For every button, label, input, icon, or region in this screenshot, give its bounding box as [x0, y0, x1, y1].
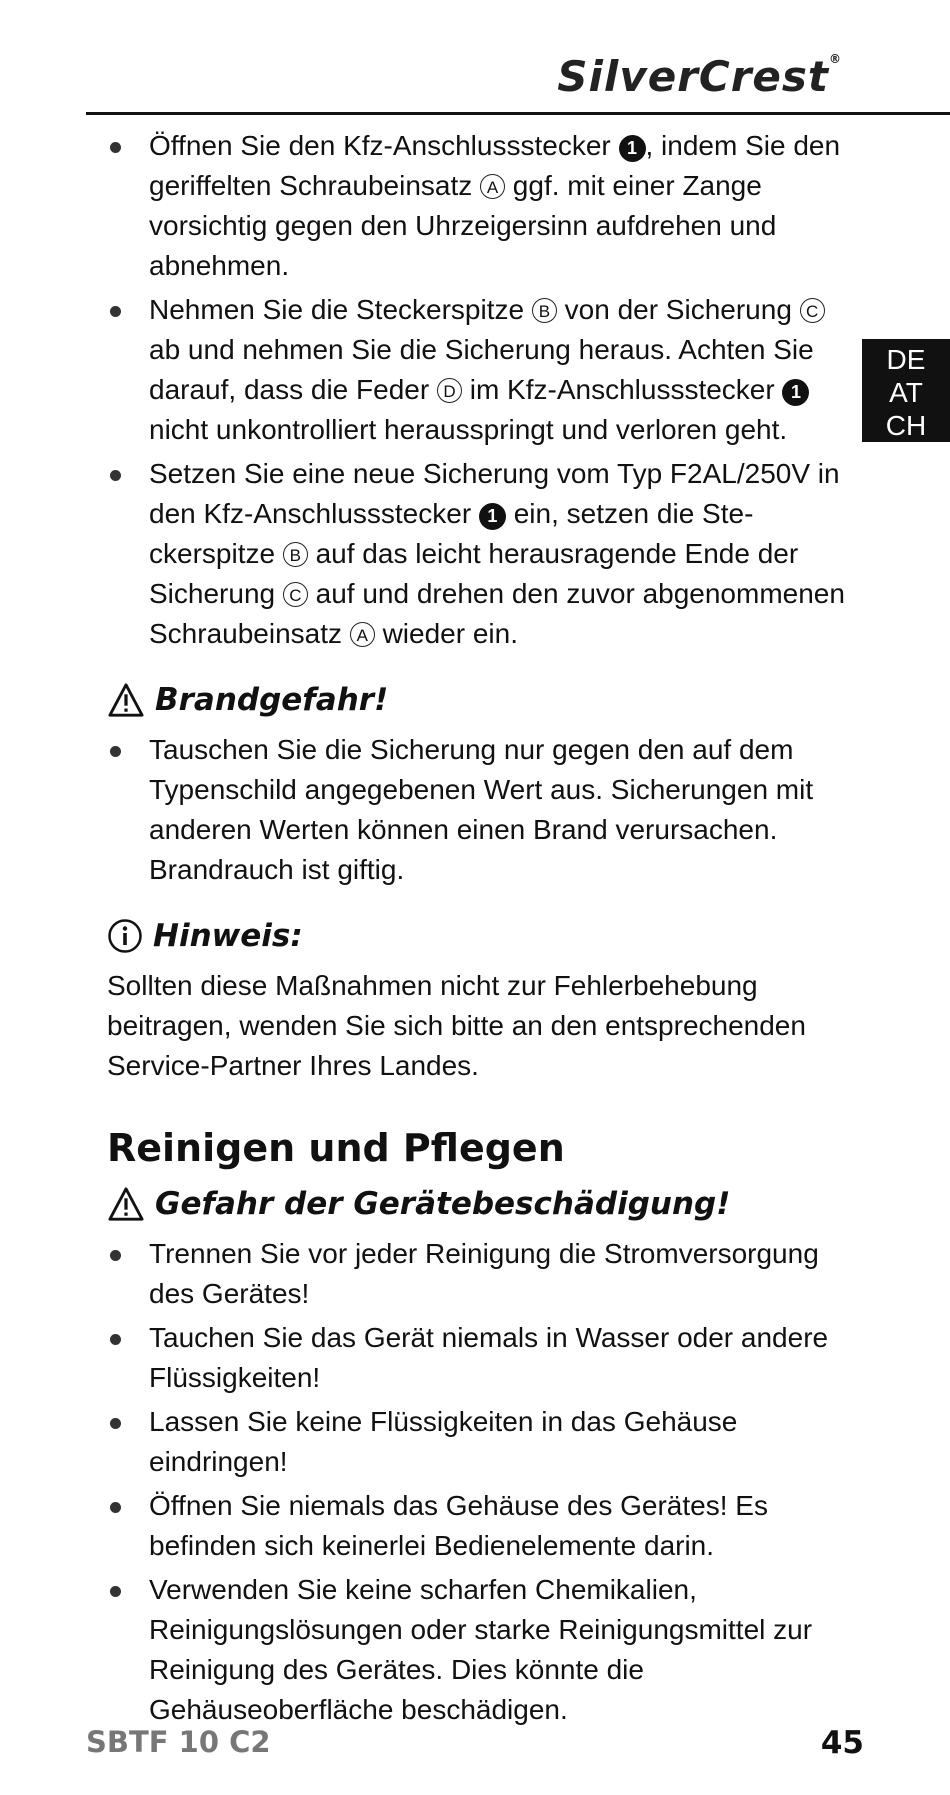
part-number-marker: 1 [782, 379, 809, 406]
step-text: ggf. mit einer Zange vorsichtig gegen den Uhrzeigersinn aufdrehen und abnehmen. [149, 170, 777, 281]
step-text: nicht unkontrolliert herausspringt und verloren geht. [149, 414, 788, 445]
note-heading [107, 918, 847, 954]
step-text: von der Sicherung [556, 294, 800, 325]
part-letter-marker: C [800, 298, 825, 323]
part-letter-marker: B [532, 298, 557, 323]
page-content [107, 126, 847, 1734]
part-letter-marker: B [283, 542, 308, 567]
fire-warning-title: Brandgefahr! [155, 682, 389, 718]
part-letter-marker: A [480, 174, 505, 199]
step-text: wieder ein. [374, 618, 518, 649]
step-text: auf das leicht herausragende Ende der Sicherung [149, 538, 799, 609]
list-item [107, 290, 847, 450]
step-text: auf und drehen den zuvor abgenommenen Schraubeinsatz [149, 578, 845, 649]
lang-at: AT [889, 377, 923, 408]
registered-mark: ® [829, 52, 842, 66]
damage-warning-heading [107, 1186, 847, 1222]
step-text: im Kfz-Anschlussstecker [461, 374, 783, 405]
part-letter-marker: D [437, 378, 462, 403]
list-item: Verwenden Sie keine scharfen Chemikalien, Reinigungslösungen oder starke Reinigungsmittel zur Reinigung des Gerätes. Dies könnte die Gehäuseoberfläche beschädigen. [107, 1570, 847, 1730]
list-item [107, 126, 847, 286]
warning-triangle-icon [107, 1186, 145, 1222]
header-rule [86, 112, 950, 115]
warning-triangle-icon [107, 682, 145, 718]
step-text: , indem Sie den geriffelten Schraubeinsatz [149, 130, 841, 201]
lang-ch: CH [885, 410, 927, 441]
lang-de: DE [886, 344, 926, 375]
step-text: ab und nehmen Sie die Sicherung heraus. Achten Sie darauf, dass die Feder [149, 334, 814, 405]
part-letter-marker: C [283, 582, 308, 607]
part-number-marker: 1 [619, 135, 646, 162]
step-text: Setzen Sie eine neue Sicherung vom Typ F2AL/250V in den Kfz-Anschlussstecker [149, 458, 840, 529]
part-number-marker: 1 [479, 503, 506, 530]
info-icon [107, 918, 143, 954]
fire-warning-list [107, 730, 847, 890]
fire-warning-heading [107, 682, 847, 718]
fuse-replacement-steps [107, 126, 847, 654]
section-title: Reinigen und Pflegen [107, 1126, 565, 1170]
step-text: Öffnen Sie den Kfz-Anschlussstecker [149, 130, 619, 161]
list-item [107, 454, 847, 654]
note-text: Sollten diese Maßnahmen nicht zur Fehlerbehebung beitragen, wenden Sie sich bitte an den entsprechenden Service-Partner Ihres Landes. [107, 970, 806, 1081]
brand-logo [557, 52, 842, 101]
note-title: Hinweis: [153, 918, 303, 954]
step-text: ein, setzen die Steckerspitze [149, 498, 754, 569]
damage-warning-title: Gefahr der Gerätebeschädigung! [155, 1186, 731, 1222]
footer-model: SBTF 10 C2 [86, 1725, 271, 1759]
brand-name: SilverCrest [557, 52, 829, 101]
list-item: Tauschen Sie die Sicherung nur gegen den auf dem Typenschild angegebenen Wert aus. Sicherungen mit anderen Werten können einen Brand verursachen. Brandrauch ist giftig. [107, 730, 847, 890]
list-item: Tauchen Sie das Gerät niemals in Wasser oder andere Flüssigkeiten! [107, 1318, 847, 1398]
page-number: 45 [820, 1725, 864, 1761]
list-item: Lassen Sie keine Flüssigkeiten in das Gehäuse eindringen! [107, 1402, 847, 1482]
part-letter-marker: A [350, 622, 375, 647]
list-item: Öffnen Sie niemals das Gehäuse des Gerätes! Es befinden sich keinerlei Bedienelemente darin. [107, 1486, 847, 1566]
list-item: Trennen Sie vor jeder Reinigung die Stromversorgung des Gerätes! [107, 1234, 847, 1314]
language-tab [862, 339, 950, 442]
step-text: Nehmen Sie die Steckerspitze [149, 294, 532, 325]
cleaning-list [107, 1234, 847, 1730]
